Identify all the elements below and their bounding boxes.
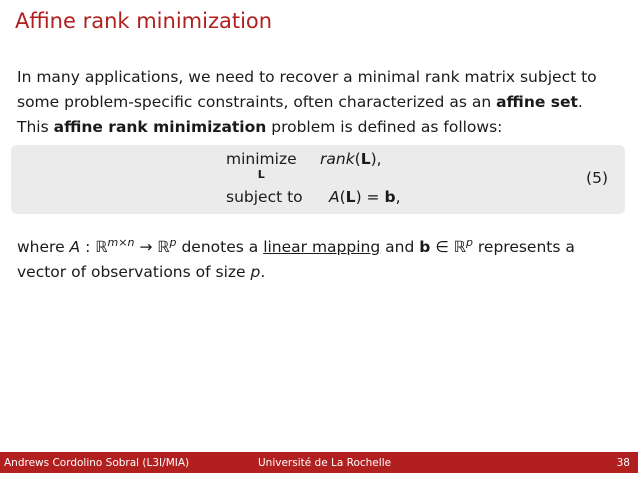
where-text: where [17, 238, 70, 257]
constraint-vector: b [384, 188, 396, 206]
explanation-period: . [260, 263, 266, 282]
codomain-superscript: p [169, 236, 177, 249]
explanation-line-1 [17, 230, 627, 260]
linear-mapping-term: linear mapping [263, 238, 381, 257]
footer-author: Andrews Cordolino Sobral (L3I/MIA) [4, 457, 190, 469]
slide-title: Affine rank minimization [15, 9, 273, 33]
rank-function: rank [320, 150, 355, 168]
explanation-line-2 [17, 260, 627, 285]
intro-line-3-pre: This [17, 118, 54, 136]
b-superscript: p [465, 236, 473, 249]
intro-line-3-post: problem is defined as follows: [266, 118, 503, 136]
subject-to-label: subject to [226, 188, 303, 206]
constraint-tail: , [395, 188, 401, 206]
minimize-label [226, 150, 297, 181]
affine-rank-term: affine rank minimization [53, 118, 267, 136]
minimize-subscript: L [257, 168, 265, 181]
explanation-paragraph [17, 230, 627, 285]
represents-text: represents a [472, 238, 575, 257]
intro-line-2-period: . [577, 93, 583, 111]
domain-superscript: m×n [107, 236, 135, 249]
b-vector-symbol: b [419, 238, 431, 257]
intro-line-2 [17, 90, 627, 115]
map-symbol: A [69, 238, 81, 257]
constraint: A(L) = b, [329, 188, 401, 206]
constraint-operator: A [329, 188, 340, 206]
vector-text: vector of observations of size [17, 263, 251, 282]
size-symbol: p [250, 263, 261, 282]
footer-page-number: 38 [616, 457, 630, 469]
footer-university: Université de La Rochelle [258, 457, 392, 469]
in-text: ∈ ℝ [430, 238, 466, 257]
map-domain: : ℝ [80, 238, 108, 257]
and-text: and [380, 238, 420, 257]
objective-matrix: L [360, 150, 371, 168]
intro-paragraph [17, 65, 627, 140]
constraint-matrix: L [345, 188, 356, 206]
footer-bar [0, 452, 638, 473]
objective: rank(L), [320, 150, 382, 168]
equation-number: (5) [586, 169, 608, 187]
equation-block [11, 145, 625, 214]
objective-tail: ), [370, 150, 382, 168]
affine-set-term: affine set [496, 93, 578, 111]
map-arrow: → ℝ [134, 238, 170, 257]
minimize-text: minimize [226, 150, 297, 168]
intro-line-3 [17, 115, 627, 140]
intro-line-2-text: some problem-specific constraints, often characterized as an [17, 93, 497, 111]
denotes-text: denotes a [176, 238, 264, 257]
constraint-equals: ) = [355, 188, 385, 206]
intro-line-1: In many applications, we need to recover a minimal rank matrix subject to [17, 68, 597, 86]
